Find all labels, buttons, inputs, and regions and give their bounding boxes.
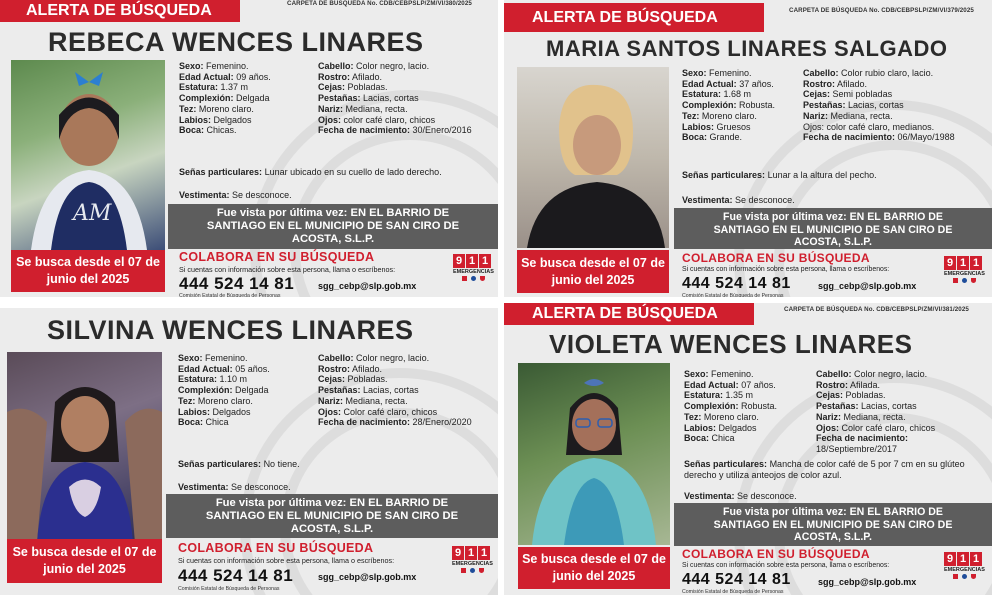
label-rostro: Rostro: — [816, 379, 848, 390]
value-ojos: color café claro, chicos — [343, 114, 436, 125]
vestimenta — [682, 195, 982, 206]
value-edad: 09 años. — [236, 71, 271, 82]
label-boca: Boca: — [684, 433, 710, 444]
value-nacimiento: 28/Enero/2020 — [412, 417, 472, 428]
colabora-heading: COLABORA EN SU BÚSQUEDA — [179, 250, 375, 264]
value-tez: Moreno claro. — [703, 411, 759, 422]
person-photo — [11, 60, 165, 250]
shield-icon — [971, 278, 976, 283]
shield-icon — [971, 574, 976, 579]
value-boca: Chicas. — [206, 125, 237, 136]
value-nariz: Mediana, recta. — [830, 110, 893, 121]
car-icon — [471, 276, 476, 281]
value-cabello: Color negro, lacio. — [356, 353, 430, 363]
carpeta-number: CARPETA DE BÚSQUEDA No. CDB/CEBPSLP/ZM/VI/381/2025 — [784, 306, 969, 313]
details-right — [816, 369, 935, 455]
search-since-badge: Se busca desde el 07 de junio del 2025 — [518, 547, 670, 589]
value-cejas: Pobladas. — [347, 82, 388, 93]
value-pestanas: Lacias, cortas — [363, 93, 419, 104]
senas-particulares — [179, 167, 489, 178]
label-senas: Señas particulares: — [178, 459, 262, 469]
person-name: VIOLETA WENCES LINARES — [549, 329, 913, 359]
value-edad: 05 años. — [235, 363, 270, 374]
label-ojos: Ojos: — [803, 121, 825, 132]
value-boca: Chica — [711, 433, 735, 444]
value-nacimiento: 06/Mayo/1988 — [897, 132, 955, 143]
label-nacimiento: Fecha de nacimiento: — [318, 125, 411, 136]
label-cabello: Cabello: — [318, 353, 354, 363]
cross-icon — [953, 278, 958, 283]
label-complexion: Complexión: — [684, 401, 739, 412]
value-ojos: Color café claro, chicos — [343, 406, 438, 417]
label-edad: Edad Actual: — [179, 71, 234, 82]
person-photo — [518, 363, 670, 545]
label-senas: Señas particulares: — [682, 170, 766, 180]
value-estatura: 1.68 m — [723, 89, 752, 100]
search-since-badge: Se busca desde el 07 de junio del 2025 — [7, 539, 162, 583]
photo-placeholder-figure — [11, 60, 165, 250]
label-nacimiento: Fecha de nacimiento: — [816, 433, 909, 444]
label-cabello: Cabello: — [318, 61, 354, 71]
car-icon — [470, 568, 475, 573]
label-cabello: Cabello: — [816, 369, 852, 379]
digit-1: 1 — [957, 552, 969, 566]
emergency-911-logo — [944, 256, 984, 284]
details-right — [318, 61, 472, 136]
digit-1: 1 — [466, 254, 478, 268]
label-complexion: Complexión: — [179, 93, 234, 104]
value-pestanas: Lacias, cortas — [848, 100, 904, 111]
label-rostro: Rostro: — [318, 71, 350, 82]
label-labios: Labios: — [179, 114, 212, 125]
cross-icon — [461, 568, 466, 573]
email-address: sgg_cebp@slp.gob.mx — [818, 577, 917, 587]
label-nariz: Nariz: — [318, 395, 344, 406]
details-left — [684, 369, 777, 444]
label-tez: Tez: — [178, 395, 196, 406]
label-sexo: Sexo: — [179, 61, 204, 71]
value-cabello: Color negro, lacio. — [854, 369, 928, 379]
emergency-label: EMERGENCIAS — [453, 269, 494, 275]
label-nariz: Nariz: — [318, 103, 344, 114]
photo-placeholder-figure — [518, 363, 670, 545]
value-labios: Delgados — [718, 422, 757, 433]
cross-icon — [953, 574, 958, 579]
value-estatura: 1.10 m — [219, 374, 248, 385]
person-photo — [7, 352, 162, 543]
email-address: sgg_cebp@slp.gob.mx — [318, 572, 417, 582]
label-pestanas: Pestañas: — [816, 401, 859, 412]
value-sexo: Femenino. — [205, 353, 248, 363]
emergency-label: EMERGENCIAS — [452, 561, 493, 567]
value-senas: Mancha de color café de 5 por 7 cm en su glúteo derecho y utiliza anteojos de color azul. — [684, 459, 965, 480]
digit-1: 1 — [957, 256, 969, 270]
value-estatura: 1.37 m — [220, 82, 249, 93]
value-cejas: Semi pobladas — [832, 89, 893, 100]
digit-1b: 1 — [970, 552, 982, 566]
label-vestimenta: Vestimenta: — [179, 190, 230, 200]
value-complexion: Delgada — [235, 385, 269, 396]
digit-9: 9 — [944, 256, 956, 270]
senas-particulares — [682, 170, 982, 181]
label-pestanas: Pestañas: — [318, 93, 361, 104]
value-boca: Chica — [205, 417, 229, 428]
label-tez: Tez: — [682, 110, 700, 121]
alert-title: ALERTA DE BÚSQUEDA — [504, 303, 754, 325]
label-rostro: Rostro: — [318, 363, 350, 374]
label-cejas: Cejas: — [816, 390, 844, 401]
label-estatura: Estatura: — [684, 390, 724, 401]
phone-number: 444 524 14 81 — [178, 566, 294, 585]
poster-silvina — [0, 308, 498, 595]
alert-title: ALERTA DE BÚSQUEDA — [0, 0, 240, 22]
phone-number: 444 524 14 81 — [682, 275, 791, 292]
svg-text:AM: AM — [73, 201, 112, 226]
details-right — [318, 353, 472, 428]
value-ojos: color café claro, medianos. — [826, 121, 935, 132]
last-seen-band: Fue vista por última vez: EN EL BARRIO DE SANTIAGO EN EL MUNICIPIO DE SAN CIRO DE ACOSTA, S.L.P. — [674, 503, 992, 546]
label-cejas: Cejas: — [318, 82, 346, 93]
digit-1b: 1 — [970, 256, 982, 270]
label-rostro: Rostro: — [803, 78, 835, 89]
label-estatura: Estatura: — [682, 89, 722, 100]
value-senas: No tiene. — [263, 459, 300, 469]
carpeta-number: CARPETA DE BÚSQUEDA No. CDB/CEBPSLP/ZM/VI/379/2025 — [789, 7, 974, 14]
comision-text: Comisión Estatal de Búsqueda de Personas — [682, 589, 784, 595]
label-ojos: Ojos: — [318, 406, 342, 417]
poster-rebeca — [0, 0, 498, 297]
photo-placeholder-figure — [7, 352, 162, 543]
digit-1b: 1 — [478, 546, 490, 560]
value-pestanas: Lacias, cortas — [363, 385, 419, 396]
value-nacimiento: 30/Enero/2016 — [412, 125, 472, 136]
details-left — [179, 61, 271, 136]
label-senas: Señas particulares: — [179, 167, 263, 177]
label-boca: Boca: — [178, 417, 204, 428]
value-vestimenta: Se desconoce. — [231, 482, 291, 492]
value-senas: Lunar a la altura del pecho. — [767, 170, 877, 180]
label-senas: Señas particulares: — [684, 459, 768, 469]
label-estatura: Estatura: — [178, 374, 218, 385]
label-ojos: Ojos: — [318, 114, 342, 125]
emergency-911-logo — [453, 254, 493, 282]
value-cejas: Pobladas. — [347, 374, 388, 385]
email-address: sgg_cebp@slp.gob.mx — [818, 281, 917, 291]
value-labios: Gruesos — [716, 121, 751, 132]
value-tez: Moreno claro. — [701, 110, 757, 121]
label-labios: Labios: — [684, 422, 717, 433]
colabora-heading: COLABORA EN SU BÚSQUEDA — [178, 541, 374, 555]
value-rostro: Afilado. — [352, 363, 383, 374]
value-vestimenta: Se desconoce. — [737, 491, 797, 501]
value-sexo: Femenino. — [711, 369, 754, 379]
search-since-badge: Se busca desde el 07 de junio del 2025 — [517, 250, 669, 293]
value-complexion: Robusta. — [741, 401, 778, 412]
value-complexion: Robusta. — [739, 100, 776, 111]
value-tez: Moreno claro. — [197, 395, 253, 406]
label-tez: Tez: — [684, 411, 702, 422]
value-cabello: Color negro, lacio. — [356, 61, 430, 71]
details-right — [803, 68, 955, 143]
last-seen-band: Fue vista por última vez: EN EL BARRIO DE SANTIAGO EN EL MUNICIPIO DE SAN CIRO DE ACOSTA, S.L.P. — [166, 494, 498, 538]
value-estatura: 1.35 m — [725, 390, 754, 401]
label-boca: Boca: — [179, 125, 205, 136]
poster-maria — [504, 0, 992, 297]
label-nariz: Nariz: — [803, 110, 829, 121]
value-nariz: Mediana, recta. — [345, 395, 408, 406]
poster-violeta — [504, 303, 992, 595]
value-edad: 07 años. — [741, 379, 776, 390]
person-name: MARIA SANTOS LINARES SALGADO — [546, 36, 948, 61]
senas-particulares — [684, 459, 980, 481]
label-tez: Tez: — [179, 103, 197, 114]
label-vestimenta: Vestimenta: — [178, 482, 229, 492]
label-labios: Labios: — [178, 406, 211, 417]
label-labios: Labios: — [682, 121, 715, 132]
emergency-label: EMERGENCIAS — [944, 567, 985, 573]
info-text: Si cuentas con información sobre esta persona, llama o escríbenos: — [179, 265, 396, 274]
label-nacimiento: Fecha de nacimiento: — [803, 132, 896, 143]
label-pestanas: Pestañas: — [318, 385, 361, 396]
label-boca: Boca: — [682, 132, 708, 143]
car-icon — [962, 278, 967, 283]
value-ojos: Color café claro, chicos — [841, 422, 936, 433]
vestimenta — [179, 190, 489, 201]
value-edad: 37 años. — [739, 78, 774, 89]
digit-9: 9 — [452, 546, 464, 560]
label-nariz: Nariz: — [816, 411, 842, 422]
label-edad: Edad Actual: — [682, 78, 737, 89]
label-ojos: Ojos: — [816, 422, 840, 433]
phone-number: 444 524 14 81 — [682, 571, 791, 588]
value-vestimenta: Se desconoce. — [232, 190, 292, 200]
person-photo — [517, 67, 669, 248]
label-vestimenta: Vestimenta: — [682, 195, 733, 205]
car-icon — [962, 574, 967, 579]
label-vestimenta: Vestimenta: — [684, 491, 735, 501]
vestimenta — [684, 491, 980, 502]
details-left — [178, 353, 270, 428]
label-sexo: Sexo: — [178, 353, 203, 363]
label-cejas: Cejas: — [803, 89, 831, 100]
digit-1: 1 — [465, 546, 477, 560]
details-left — [682, 68, 775, 143]
label-sexo: Sexo: — [682, 68, 707, 78]
emergency-911-logo — [944, 552, 984, 580]
comision-text: Comisión Estatal de Búsqueda de Personas — [179, 293, 281, 297]
value-rostro: Afilada. — [850, 379, 881, 390]
cross-icon — [462, 276, 467, 281]
value-labios: Delgados — [213, 114, 252, 125]
alert-title: ALERTA DE BÚSQUEDA — [504, 3, 764, 32]
emergency-label: EMERGENCIAS — [944, 271, 985, 277]
email-address: sgg_cebp@slp.gob.mx — [318, 281, 417, 291]
photo-placeholder-figure — [517, 67, 669, 248]
label-complexion: Complexión: — [178, 385, 233, 396]
phone-number: 444 524 14 81 — [179, 274, 295, 293]
last-seen-band: Fue vista por última vez: EN EL BARRIO DE SANTIAGO EN EL MUNICIPIO DE SAN CIRO DE ACOSTA, S.L.P. — [168, 204, 498, 249]
value-tez: Moreno claro. — [198, 103, 254, 114]
value-vestimenta: Se desconoce. — [735, 195, 795, 205]
comision-text: Comisión Estatal de Búsqueda de Personas — [178, 586, 280, 592]
value-cejas: Pobladas. — [845, 390, 886, 401]
shield-icon — [479, 568, 484, 573]
value-complexion: Delgada — [236, 93, 270, 104]
value-nacimiento: 18/Septiembre/2017 — [816, 443, 898, 454]
label-nacimiento: Fecha de nacimiento: — [318, 417, 411, 428]
digit-1b: 1 — [479, 254, 491, 268]
carpeta-number: CARPETA DE BÚSQUEDA No. CDB/CEBPSLP/ZM/VI/380/2025 — [287, 0, 472, 7]
value-nariz: Mediana, recta. — [345, 103, 408, 114]
value-pestanas: Lacias, cortas — [861, 401, 917, 412]
label-pestanas: Pestañas: — [803, 100, 846, 111]
info-text: Si cuentas con información sobre esta persona, llama o escríbenos: — [682, 266, 890, 273]
label-complexion: Complexión: — [682, 100, 737, 111]
value-rostro: Afilado. — [352, 71, 383, 82]
value-sexo: Femenino. — [206, 61, 249, 71]
comision-text: Comisión Estatal de Búsqueda de Personas — [682, 293, 784, 297]
value-senas: Lunar ubicado en su cuello de lado derecho. — [264, 167, 442, 177]
label-sexo: Sexo: — [684, 369, 709, 379]
vestimenta — [178, 482, 488, 493]
person-name: SILVINA WENCES LINARES — [47, 315, 414, 345]
person-name: REBECA WENCES LINARES — [48, 27, 424, 57]
value-rostro: Afilado. — [837, 78, 868, 89]
colabora-heading: COLABORA EN SU BÚSQUEDA — [682, 251, 870, 265]
value-sexo: Femenino. — [709, 68, 752, 78]
value-boca: Grande. — [709, 132, 743, 143]
label-cejas: Cejas: — [318, 374, 346, 385]
shield-icon — [480, 276, 485, 281]
colabora-heading: COLABORA EN SU BÚSQUEDA — [682, 547, 870, 561]
info-text: Si cuentas con información sobre esta persona, llama o escríbenos: — [682, 562, 890, 569]
label-edad: Edad Actual: — [178, 363, 233, 374]
label-estatura: Estatura: — [179, 82, 219, 93]
senas-particulares — [178, 459, 488, 470]
value-nariz: Mediana, recta. — [843, 411, 906, 422]
info-text: Si cuentas con información sobre esta persona, llama o escríbenos: — [178, 556, 395, 565]
value-labios: Delgados — [212, 406, 251, 417]
digit-9: 9 — [944, 552, 956, 566]
label-edad: Edad Actual: — [684, 379, 739, 390]
last-seen-band: Fue vista por última vez: EN EL BARRIO DE SANTIAGO EN EL MUNICIPIO DE SAN CIRO DE ACOSTA, S.L.P. — [674, 208, 992, 249]
digit-9: 9 — [453, 254, 465, 268]
emergency-911-logo — [452, 546, 492, 574]
search-since-badge: Se busca desde el 07 de junio del 2025 — [11, 250, 165, 292]
value-cabello: Color rubio claro, lacio. — [841, 68, 934, 78]
label-cabello: Cabello: — [803, 68, 839, 78]
